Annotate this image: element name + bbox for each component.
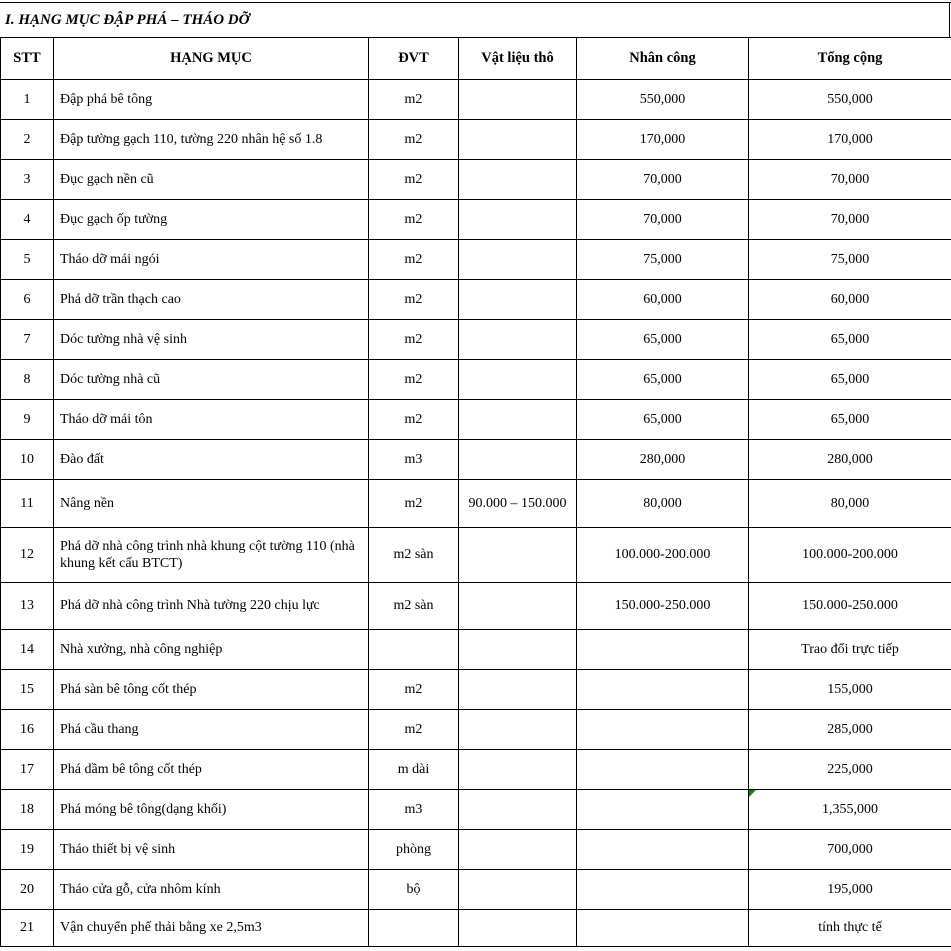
cell-text: 12 (20, 547, 34, 563)
error-indicator-icon (749, 790, 756, 797)
cell-text: 75,000 (830, 251, 870, 267)
cell-hang-muc[interactable] (54, 400, 369, 440)
table-row (1, 710, 951, 750)
cell-text: 195,000 (827, 881, 873, 897)
cell-text: 75,000 (643, 251, 682, 267)
cell-text: 6 (23, 291, 31, 307)
table-row (1, 120, 951, 160)
cell-vat-lieu-tho[interactable] (459, 440, 577, 480)
cell-stt[interactable] (1, 830, 54, 870)
cell-text: 7 (23, 331, 31, 347)
cell-text: 700,000 (827, 841, 873, 857)
cell-hang-muc[interactable] (54, 200, 369, 240)
table-row (1, 160, 951, 200)
cell-text: Tháo thiết bị vệ sinh (60, 841, 176, 857)
cell-text: 65,000 (830, 331, 870, 347)
cell-dvt[interactable] (369, 528, 459, 583)
cell-stt[interactable] (1, 670, 54, 710)
cell-hang-muc[interactable] (54, 80, 369, 120)
cell-text: Tháo dỡ mái ngói (60, 251, 160, 267)
cell-text: 60,000 (830, 291, 870, 307)
cell-tong-cong[interactable] (749, 480, 951, 528)
cell-nhan-cong[interactable] (577, 440, 749, 480)
cell-text: m3 (404, 801, 423, 817)
table-row (1, 670, 951, 710)
table-row (1, 528, 951, 583)
cell-text: phòng (396, 841, 431, 857)
cell-text: 80,000 (830, 495, 870, 511)
cell-hang-muc[interactable] (54, 528, 369, 583)
cell-tong-cong[interactable] (749, 750, 951, 790)
cell-text: 150.000-250.000 (802, 598, 898, 614)
cell-vat-lieu-tho[interactable] (459, 910, 577, 947)
cell-hang-muc[interactable] (54, 750, 369, 790)
cell-dvt[interactable] (369, 790, 459, 830)
cell-tong-cong[interactable] (749, 670, 951, 710)
cell-text: Vận chuyển phế thải bằng xe 2,5m3 (60, 920, 262, 936)
cell-tong-cong[interactable] (749, 528, 951, 583)
cell-stt[interactable] (1, 160, 54, 200)
cell-text: 1,355,000 (822, 801, 878, 817)
cell-hang-muc[interactable] (54, 670, 369, 710)
cell-nhan-cong[interactable] (577, 200, 749, 240)
cell-text: 15 (20, 681, 34, 697)
cell-tong-cong[interactable] (749, 80, 951, 120)
cell-text: Trao đổi trực tiếp (801, 641, 899, 657)
cell-text: 8 (23, 371, 31, 387)
cell-stt[interactable] (1, 630, 54, 670)
cell-nhan-cong[interactable] (577, 160, 749, 200)
cell-text: m2 (404, 91, 423, 107)
cell-tong-cong[interactable] (749, 160, 951, 200)
cell-text: 65,000 (643, 411, 682, 427)
cell-nhan-cong[interactable] (577, 670, 749, 710)
cell-tong-cong[interactable] (749, 440, 951, 480)
cell-hang-muc[interactable] (54, 910, 369, 947)
cell-stt[interactable] (1, 80, 54, 120)
cell-text: Tháo cửa gỗ, cửa nhôm kính (60, 881, 221, 897)
cell-text: 550,000 (639, 91, 686, 107)
table-row (1, 440, 951, 480)
cell-text: 13 (20, 598, 34, 614)
cell-nhan-cong[interactable] (577, 870, 749, 910)
cell-text: 90.000 – 150.000 (468, 495, 567, 511)
cell-text: m3 (404, 451, 423, 467)
cell-text: m2 (404, 495, 423, 511)
cell-text: 1 (23, 91, 31, 107)
cell-tong-cong[interactable] (749, 790, 951, 830)
table-row (1, 200, 951, 240)
cell-text: Phá dỡ nhà công trình nhà khung cột tường 110 (nhà khung kết cấu BTCT) (60, 538, 355, 571)
cell-hang-muc[interactable] (54, 240, 369, 280)
cell-text: m2 (404, 371, 423, 387)
header-cell-dvt[interactable]: ĐVT (369, 38, 459, 80)
cell-vat-lieu-tho[interactable] (459, 480, 577, 528)
table-row (1, 320, 951, 360)
cell-vat-lieu-tho[interactable] (459, 670, 577, 710)
cell-nhan-cong[interactable] (577, 790, 749, 830)
cell-text: Phá cầu thang (60, 721, 139, 737)
cell-text: Nâng nền (60, 495, 115, 511)
cell-tong-cong[interactable] (749, 320, 951, 360)
cell-vat-lieu-tho[interactable] (459, 710, 577, 750)
cell-text: m2 (404, 331, 423, 347)
header-cell-stt[interactable]: STT (1, 38, 54, 80)
cell-nhan-cong[interactable] (577, 528, 749, 583)
cell-vat-lieu-tho[interactable] (459, 830, 577, 870)
cell-nhan-cong[interactable] (577, 80, 749, 120)
cell-text: m2 (404, 681, 423, 697)
cell-hang-muc[interactable] (54, 280, 369, 320)
cell-dvt[interactable] (369, 120, 459, 160)
cell-stt[interactable] (1, 910, 54, 947)
cell-vat-lieu-tho[interactable] (459, 80, 577, 120)
header-cell-nhan-cong[interactable]: Nhân công (577, 38, 749, 80)
cell-text: m2 (404, 131, 423, 147)
cell-hang-muc[interactable] (54, 583, 369, 630)
cell-dvt[interactable] (369, 910, 459, 947)
cell-text: 70,000 (830, 171, 870, 187)
cell-text: Phá móng bê tông(dạng khối) (60, 801, 227, 817)
table-row (1, 400, 951, 440)
cell-text: Đục gạch ốp tường (60, 211, 168, 227)
cell-tong-cong[interactable] (749, 280, 951, 320)
cell-tong-cong[interactable] (749, 710, 951, 750)
cell-text: 19 (20, 841, 34, 857)
cell-dvt[interactable] (369, 870, 459, 910)
cell-nhan-cong[interactable] (577, 120, 749, 160)
cell-stt[interactable] (1, 710, 54, 750)
cell-dvt[interactable] (369, 630, 459, 670)
cell-vat-lieu-tho[interactable] (459, 280, 577, 320)
cell-dvt[interactable] (369, 240, 459, 280)
header-cell-hang-muc[interactable]: HẠNG MỤC (54, 38, 369, 80)
cell-stt[interactable] (1, 120, 54, 160)
cell-nhan-cong[interactable] (577, 583, 749, 630)
cell-text: 150.000-250.000 (614, 598, 711, 614)
cell-text: 225,000 (827, 761, 873, 777)
cell-hang-muc[interactable] (54, 320, 369, 360)
cell-vat-lieu-tho[interactable] (459, 790, 577, 830)
cell-text: m2 (404, 411, 423, 427)
cell-stt[interactable] (1, 360, 54, 400)
table-row (1, 583, 951, 630)
cell-dvt[interactable] (369, 480, 459, 528)
cell-dvt[interactable] (369, 160, 459, 200)
cell-dvt[interactable] (369, 80, 459, 120)
cell-text: Phá dỡ nhà công trình Nhà tường 220 chịu lực (60, 598, 320, 614)
cell-nhan-cong[interactable] (577, 910, 749, 947)
cell-text: 20 (20, 881, 34, 897)
cell-hang-muc[interactable] (54, 710, 369, 750)
cell-text: 285,000 (827, 721, 873, 737)
cell-text: 65,000 (643, 331, 682, 347)
cell-text: 9 (23, 411, 31, 427)
cell-text: 4 (23, 211, 31, 227)
cell-stt[interactable] (1, 870, 54, 910)
header-cell-tong-cong[interactable]: Tổng cộng (749, 38, 951, 80)
cell-stt[interactable] (1, 440, 54, 480)
cell-vat-lieu-tho[interactable] (459, 200, 577, 240)
cell-stt[interactable] (1, 320, 54, 360)
cell-nhan-cong[interactable] (577, 400, 749, 440)
cell-text: m2 (404, 721, 423, 737)
cell-hang-muc[interactable] (54, 120, 369, 160)
cell-text: 70,000 (643, 171, 682, 187)
cell-stt[interactable] (1, 750, 54, 790)
cell-stt[interactable] (1, 480, 54, 528)
cell-tong-cong[interactable] (749, 630, 951, 670)
cell-nhan-cong[interactable] (577, 280, 749, 320)
cell-text: tính thực tế (818, 920, 882, 936)
table-row (1, 280, 951, 320)
cell-text: 80,000 (643, 495, 682, 511)
table-row (1, 360, 951, 400)
cell-text: 16 (20, 721, 34, 737)
cell-tong-cong[interactable] (749, 240, 951, 280)
cell-dvt[interactable] (369, 360, 459, 400)
cell-hang-muc[interactable] (54, 790, 369, 830)
cell-stt[interactable] (1, 240, 54, 280)
cell-vat-lieu-tho[interactable] (459, 400, 577, 440)
cell-dvt[interactable] (369, 583, 459, 630)
cell-stt[interactable] (1, 280, 54, 320)
cell-tong-cong[interactable] (749, 830, 951, 870)
cell-tong-cong[interactable] (749, 200, 951, 240)
cell-text: m2 (404, 171, 423, 187)
cell-text: 100.000-200.000 (614, 547, 711, 563)
cell-text: m2 (404, 251, 423, 267)
cell-text: 5 (23, 251, 31, 267)
cell-vat-lieu-tho[interactable] (459, 240, 577, 280)
cell-hang-muc[interactable] (54, 360, 369, 400)
table-row (1, 80, 951, 120)
cell-stt[interactable] (1, 200, 54, 240)
cell-text: 70,000 (830, 211, 870, 227)
section-title: I. HẠNG MỤC ĐẬP PHÁ – THÁO DỠ (5, 12, 250, 28)
cell-hang-muc[interactable] (54, 160, 369, 200)
cell-hang-muc[interactable] (54, 830, 369, 870)
cell-text: 11 (20, 495, 34, 511)
cell-hang-muc[interactable] (54, 630, 369, 670)
cell-text: Dóc tường nhà vệ sinh (60, 331, 187, 347)
cell-nhan-cong[interactable] (577, 750, 749, 790)
cell-stt[interactable] (1, 528, 54, 583)
cell-text: 100.000-200.000 (802, 547, 898, 563)
cell-nhan-cong[interactable] (577, 710, 749, 750)
cell-text: 2 (23, 131, 31, 147)
cell-text: 65,000 (830, 411, 870, 427)
cell-text: m dài (397, 761, 430, 777)
cell-stt[interactable] (1, 790, 54, 830)
cell-hang-muc[interactable] (54, 870, 369, 910)
cell-hang-muc[interactable] (54, 480, 369, 528)
cell-tong-cong[interactable] (749, 360, 951, 400)
cell-dvt[interactable] (369, 670, 459, 710)
table-row (1, 870, 951, 910)
cell-text: 280,000 (827, 451, 873, 467)
cell-text: 10 (20, 451, 34, 467)
cell-text: Dóc tường nhà cũ (60, 371, 161, 387)
cell-stt[interactable] (1, 400, 54, 440)
table-row (1, 240, 951, 280)
cell-text: 14 (20, 641, 34, 657)
cell-dvt[interactable] (369, 710, 459, 750)
cell-vat-lieu-tho[interactable] (459, 120, 577, 160)
cell-dvt[interactable] (369, 280, 459, 320)
cell-vat-lieu-tho[interactable] (459, 870, 577, 910)
header-cell-vat-lieu-tho[interactable]: Vật liệu thô (459, 38, 577, 80)
cell-nhan-cong[interactable] (577, 630, 749, 670)
cell-dvt[interactable] (369, 440, 459, 480)
cell-text: Nhà xưởng, nhà công nghiệp (60, 641, 223, 657)
cell-vat-lieu-tho[interactable] (459, 583, 577, 630)
cell-text: 65,000 (830, 371, 870, 387)
cell-text: Đào đất (60, 451, 104, 467)
table-row (1, 750, 951, 790)
header-row (1, 38, 951, 80)
cell-text: 18 (20, 801, 34, 817)
cell-tong-cong[interactable] (749, 870, 951, 910)
cell-text: 21 (20, 920, 34, 936)
cell-text: 17 (20, 761, 34, 777)
cell-text: 155,000 (827, 681, 873, 697)
cell-text: 70,000 (643, 211, 682, 227)
cell-dvt[interactable] (369, 200, 459, 240)
cell-text: Phá dầm bê tông cốt thép (60, 761, 202, 777)
table-row (1, 830, 951, 870)
cell-vat-lieu-tho[interactable] (459, 320, 577, 360)
cell-vat-lieu-tho[interactable] (459, 360, 577, 400)
cell-text: m2 (404, 291, 423, 307)
cell-text: m2 (404, 211, 423, 227)
cell-tong-cong[interactable] (749, 910, 951, 947)
cell-nhan-cong[interactable] (577, 360, 749, 400)
cell-tong-cong[interactable] (749, 120, 951, 160)
top-right-border-stub (949, 2, 950, 38)
cell-text: 550,000 (827, 91, 873, 107)
cell-text: Phá sàn bê tông cốt thép (60, 681, 197, 697)
table-row (1, 480, 951, 528)
cell-text: Tháo dỡ mái tôn (60, 411, 153, 427)
cell-dvt[interactable] (369, 400, 459, 440)
cell-vat-lieu-tho[interactable] (459, 528, 577, 583)
cell-text: 65,000 (643, 371, 682, 387)
cell-nhan-cong[interactable] (577, 830, 749, 870)
cell-text: 60,000 (643, 291, 682, 307)
cell-nhan-cong[interactable] (577, 240, 749, 280)
cell-nhan-cong[interactable] (577, 320, 749, 360)
demolition-price-table (0, 37, 951, 947)
cell-tong-cong[interactable] (749, 400, 951, 440)
table-row (1, 790, 951, 830)
cell-hang-muc[interactable] (54, 440, 369, 480)
table-row (1, 910, 951, 947)
cell-text: Phá dỡ trần thạch cao (60, 291, 181, 307)
cell-vat-lieu-tho[interactable] (459, 630, 577, 670)
cell-text: Đục gạch nền cũ (60, 171, 154, 187)
table-body (1, 80, 951, 947)
cell-nhan-cong[interactable] (577, 480, 749, 528)
cell-dvt[interactable] (369, 830, 459, 870)
cell-vat-lieu-tho[interactable] (459, 750, 577, 790)
cell-text: 170,000 (827, 131, 873, 147)
cell-text: 280,000 (639, 451, 686, 467)
cell-text: Đập phá bê tông (60, 91, 153, 107)
cell-stt[interactable] (1, 583, 54, 630)
cell-text: bộ (406, 881, 421, 897)
cell-text: 3 (23, 171, 31, 187)
table-row (1, 630, 951, 670)
top-table-edge-line (0, 2, 951, 3)
cell-dvt[interactable] (369, 320, 459, 360)
cell-tong-cong[interactable] (749, 583, 951, 630)
cell-text: m2 sàn (393, 598, 434, 614)
cell-dvt[interactable] (369, 750, 459, 790)
cell-text: 170,000 (639, 131, 686, 147)
cell-text: Đập tường gạch 110, tường 220 nhân hệ số 1.8 (60, 131, 323, 147)
cell-vat-lieu-tho[interactable] (459, 160, 577, 200)
cell-text: m2 sàn (393, 547, 434, 563)
